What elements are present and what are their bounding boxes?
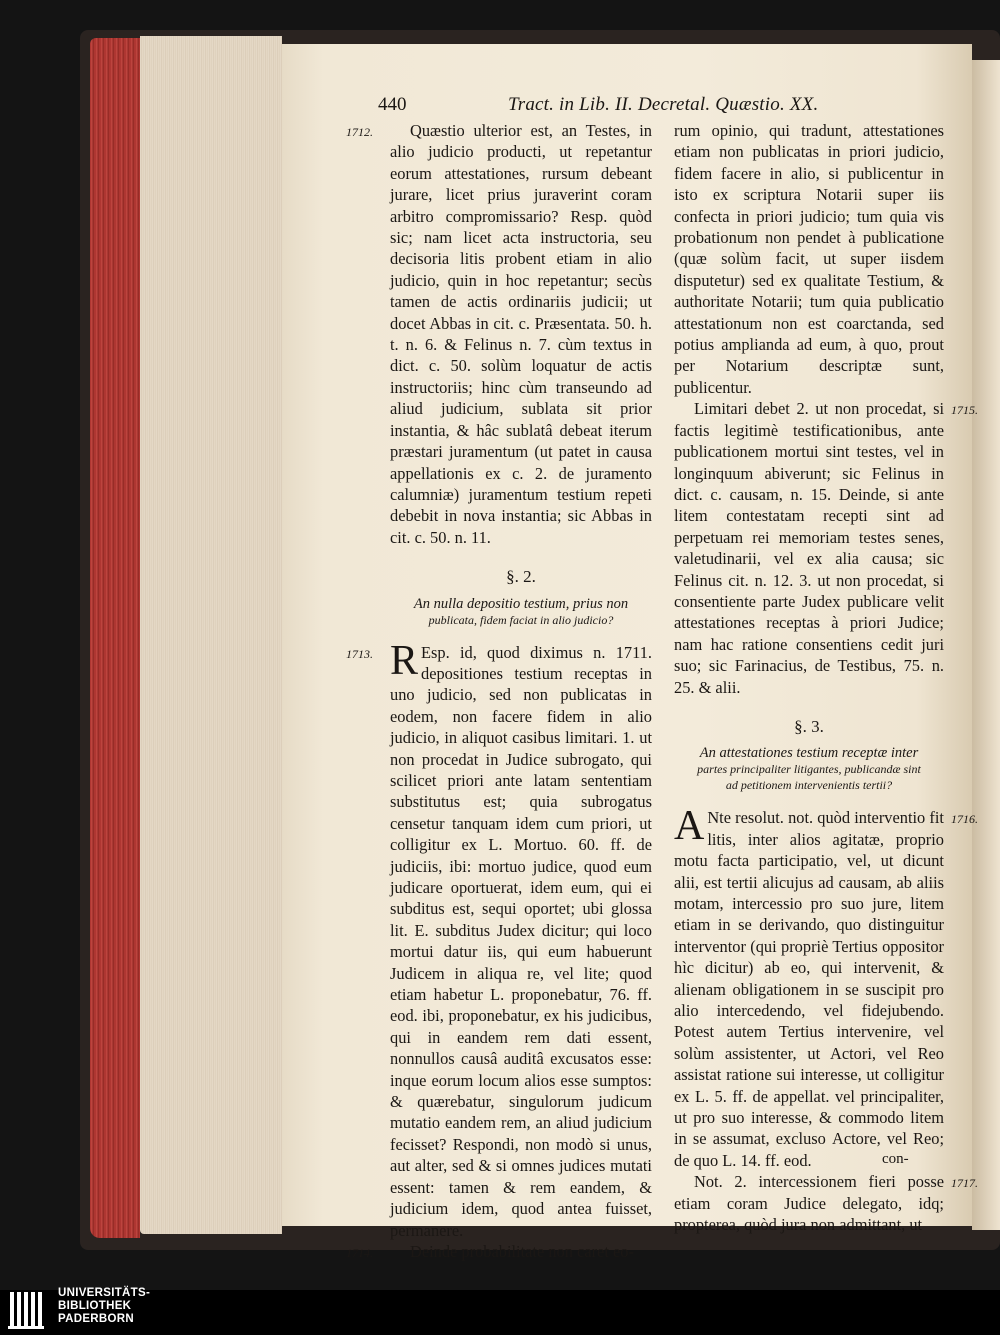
margin-number-1715: 1715. xyxy=(951,403,978,418)
paragraph-1716-block xyxy=(674,803,978,1171)
question-title-3-line2: partes principaliter litigantes, publicandæ sint xyxy=(697,762,921,777)
paragraph-1713-block xyxy=(346,637,652,1241)
institution-line-1: UNIVERSITÄTS- xyxy=(58,1287,151,1299)
page-stack-edge xyxy=(140,36,282,1234)
right-column xyxy=(674,120,978,1236)
institution-line-2: BIBLIOTHEK xyxy=(58,1300,132,1312)
section-heading-2: §. 2. xyxy=(506,567,536,587)
question-title-3-line1: An attestationes testium receptæ inter xyxy=(699,745,919,762)
paragraph-1712: Quæstio ulterior est, an Testes, in alio judicio producti, ut repetantur eorum attestationes, rursum debeant jurare, licet prius juraverint coram arbitro compromissario? Resp. quòd sic; nam licet acta instructoria, seu decisoria litis probent etiam in alio judicio, quin in hoc repetantur; secùs tamen de actis ordinariis judicii; ut docet Abbas in cit. c. Præsentata. 50. h. t. n. 6. & Felinus n. 7. cùm textus in dict. c. 50. solùm loquatur de actis instructoriis; hinc cùm transeundo ad aliud judicium, sublata sit prior instantia, & hâc sublatâ debeat iterum præstari juramentum (ut patet in causa appellationis ex c. 2. de juramento calumniæ) juramentum testium repeti debebit in nova instantia; sic Abbas in cit. c. 50. n. 11. xyxy=(390,121,652,547)
red-page-edge xyxy=(90,38,140,1238)
question-title-3 xyxy=(678,745,940,793)
margin-number-1717: 1717. xyxy=(951,1176,978,1191)
drop-cap-a: A xyxy=(674,803,705,850)
library-logo-icon xyxy=(8,1288,48,1330)
paragraph-1717: Not. 2. intercessionem fieri posse etiam coram Judice delegato, idq; propterea, quòd jura non admittant, ut xyxy=(674,1172,944,1235)
institution-name xyxy=(58,1287,150,1326)
margin-number-1716: 1716. xyxy=(951,812,978,827)
running-head: Tract. in Lib. II. Decretal. Quæstio. XX. xyxy=(508,94,819,115)
question-title-2-line2: publicata, fidem faciat in alio judicio? xyxy=(428,612,614,627)
paragraph-1714-block xyxy=(346,1241,652,1262)
institution-line-3: PADERBORN xyxy=(58,1313,134,1325)
question-title-2 xyxy=(394,596,648,628)
catchword: con- xyxy=(882,1151,909,1167)
paragraph-1715: Limitari debet 2. ut non procedat, si factis legitimè testificationibus, ante publicationem mortui sint testes, vel in longinquum abiverunt; sic Felinus in dict. c. causam, n. 15. Deinde, si ante litem contestatam recepti sint ad perpetuam rei memoriam testes senes, valetudinarii, vel ex alia causa; sic Felinus cit. n. 12. 3. ut non procedat, si consentiente parte Judex publicare velit attestationes receptas à priori Judice; nam hac ratione consentiens cedit juri suo; sic Farinacius, de Testibus, 75. n. 25. & alii. xyxy=(674,399,944,697)
drop-cap-r: R xyxy=(390,637,419,684)
margin-number-1714: 1714. xyxy=(346,1245,373,1260)
paragraph-1713: Esp. id, quod diximus n. 1711. depositiones testium receptas in uno judicio, sed non publicatas in eodem, non facere fidem in alio judicio, in aliquot casibus limitari. 1. ut non procedat in Judice subrogato, qui scilicet priori ante latam sententiam substitutus est; quia subrogatus censetur tanquam idem cum priori, ut colligitur ex L. Mortuo. 60. ff. de judiciis, ibi: mortuo judice, quod eum judicare oportuerat, idem eum, qui ei subditus est, sequi oportet; ubi glossa lit. E. subditus Judex dicitur; qui loco mortui datur iis, qui eum habuerunt Judicem in aliqua re, vel lite; quod etiam habetur L. proponebatur, 76. ff. eod. ibi, proponebatur, ex his judicibus, qui in eandem rem dati essent, nonnullos causâ auditâ excusatos esse: inque eorum locum alios esse sumptos: & quærebatur, singulorum judicum mutatio eandem rem, an aliud judicium fecisset? Respondi, non modò si unus, aut alter, sed & si omnes judices mutati essent: tamen & rem eandem, & judicium idem, quod antea fuisset, permanere. xyxy=(390,642,652,1240)
paragraph-continued: rum opinio, qui tradunt, attestationes etiam non publicatas in priori judicio, fidem facere in alio, si publicentur in isto ex scriptura Notarii super iis confecta in priori judicio; tum quia vis probationum non pendet à publicatione (quæ solùm facit, ut super iisdem disputetur) sed ex qualitate Testium, & authoritate Notarii; tum quia publicatio attestationum non est coarctanda, sed potius amplianda ad eum, à quo, prout per Notarium descriptæ sunt, publicentur. xyxy=(674,121,944,397)
facing-page-edge xyxy=(972,60,1000,1230)
paragraph-1716: Nte resolut. not. quòd interventio fit litis, inter alios agitatæ, proprio motu facta participatio, vel, ut dicunt alii, est tertii alicujus ad causam, ab aliis motam, intercessio pro suo jure, litem etiam in se derivando, quo distinguitur interventor (qui propriè Tertius oppositor hìc dicitur) ab eo, qui intervenit, & alienam obligationem in se suscipit pro alio intercedendo, vel fidejubendo. Potest autem Tertius intervenire, vel solùm assistenter, ut Actori, vel Reo assistat ratione sui interesse, ut colligitur ex L. 5. ff. de appellat. vel principaliter, ut pro suo interesse, & commodo litem in se assumat, exclusо Actore, vel Reo; de quo L. 14. ff. eod. xyxy=(674,808,944,1170)
paragraph-1715-block xyxy=(674,398,978,698)
question-title-3-line3: ad petitionem intervenientis tertii? xyxy=(725,778,893,793)
page-number: 440 xyxy=(378,94,407,115)
book-page xyxy=(282,44,978,1261)
question-title-2-line1: An nulla depositio testium, prius non xyxy=(413,595,629,612)
margin-number-1712: 1712. xyxy=(346,125,373,139)
left-column xyxy=(346,120,652,1262)
paragraph-1714: Deinde probabilitate non caret eo- xyxy=(410,1241,634,1261)
paragraph-1717-block xyxy=(674,1171,978,1235)
section-heading-3: §. 3. xyxy=(794,716,824,736)
margin-number-1713: 1713. xyxy=(346,646,373,661)
